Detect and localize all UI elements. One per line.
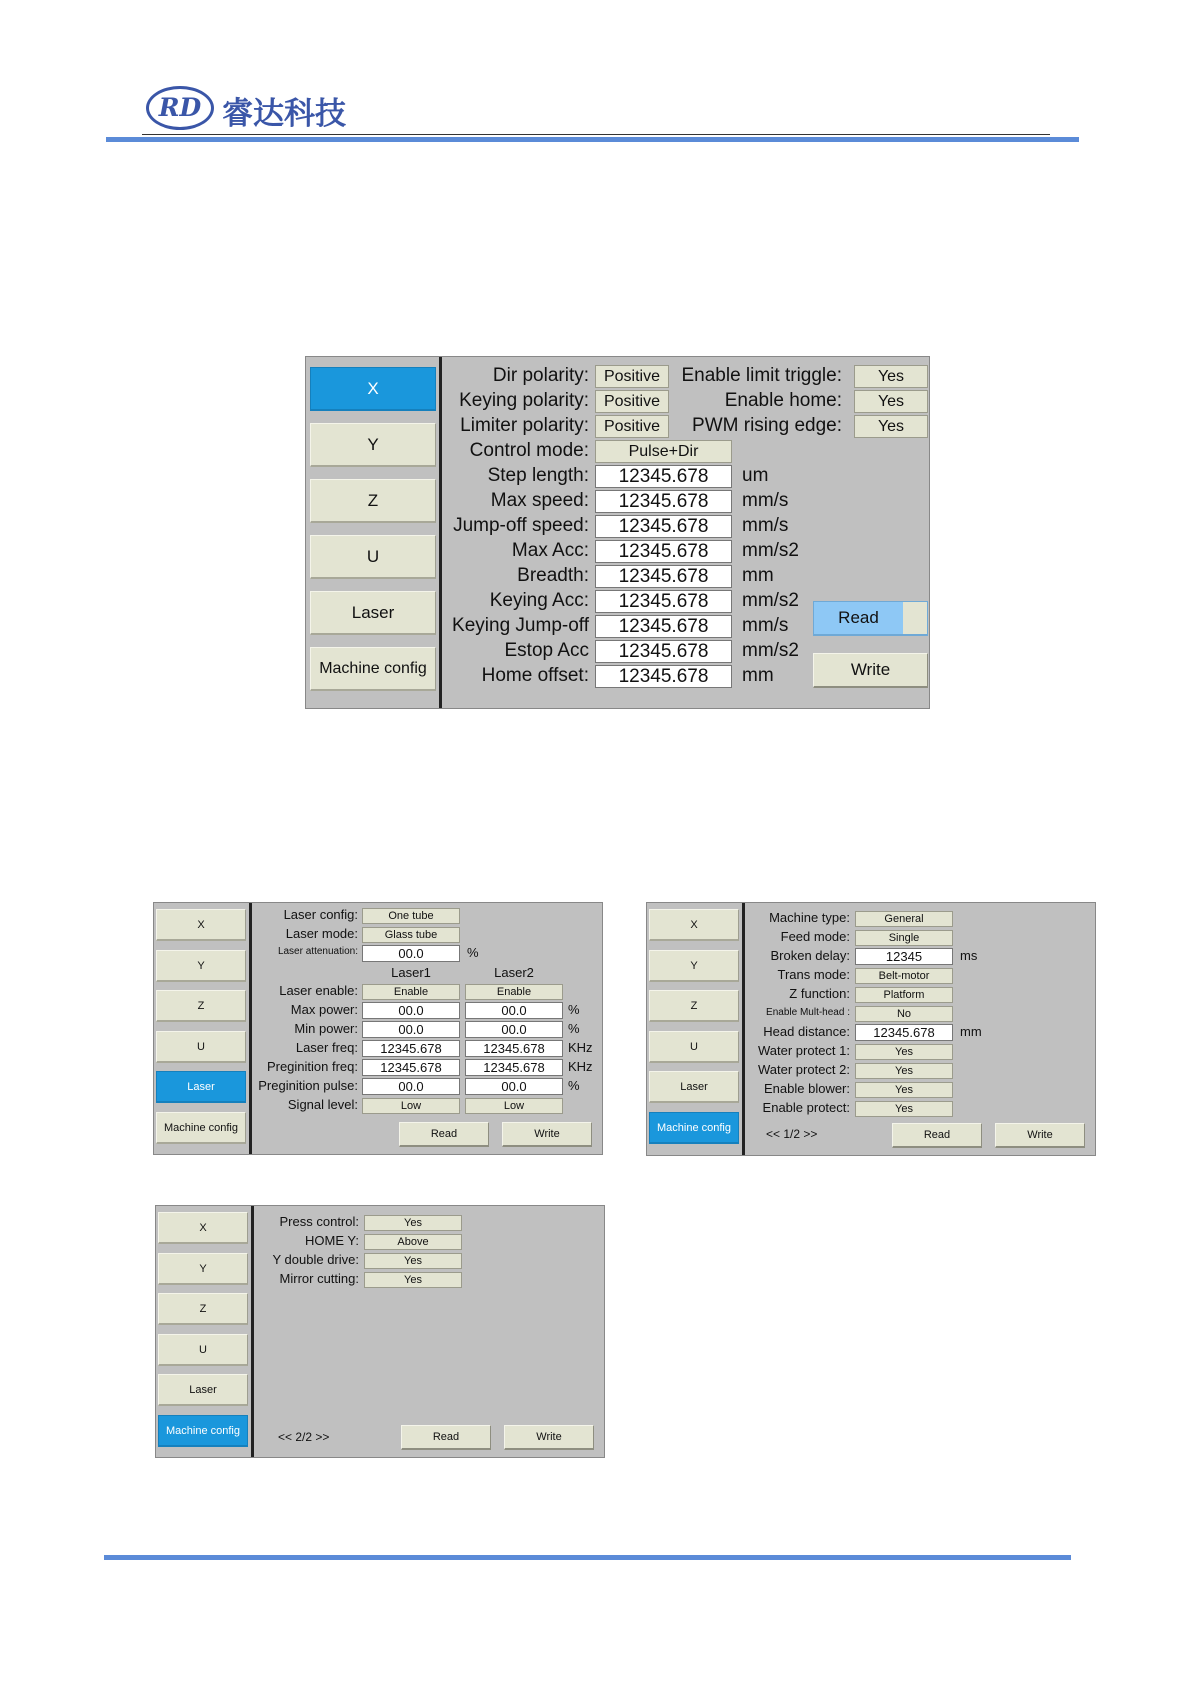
laser-freq-unit: KHz: [568, 1040, 593, 1055]
nav-u-button[interactable]: U: [649, 1031, 739, 1063]
max-power-unit: %: [568, 1002, 580, 1017]
laser1-preginition-pulse-input[interactable]: 00.0: [362, 1078, 460, 1095]
max-speed-unit: mm/s: [742, 490, 789, 511]
step-length-label: Step length:: [487, 465, 589, 486]
head-distance-unit: mm: [960, 1024, 982, 1039]
max-acc-unit: mm/s2: [742, 540, 799, 561]
control-mode-label: Control mode:: [469, 440, 589, 461]
water-protect-1-select[interactable]: Yes: [855, 1044, 953, 1060]
dir-polarity-select[interactable]: Positive: [595, 365, 669, 388]
jump-off-speed-unit: mm/s: [742, 515, 789, 536]
keying-acc-input[interactable]: 12345.678: [595, 590, 732, 613]
enable-home-label: Enable home:: [724, 390, 842, 411]
nav-y-button[interactable]: Y: [158, 1253, 248, 1285]
keying-jump-off-unit: mm/s: [742, 615, 789, 636]
min-power-label: Min power:: [294, 1021, 358, 1036]
keying-jump-off-label: Keying Jump-off: [452, 615, 589, 636]
read-button-edge: [903, 602, 927, 634]
nav-machine-config-button[interactable]: Machine config: [310, 647, 436, 691]
page-pager[interactable]: << 2/2 >>: [278, 1430, 330, 1444]
z-function-select[interactable]: Platform: [855, 987, 953, 1003]
max-power-label: Max power:: [290, 1002, 358, 1017]
water-protect-2-label: Water protect 2:: [758, 1062, 850, 1077]
home-y-select[interactable]: Above: [364, 1234, 462, 1250]
feed-mode-select[interactable]: Single: [855, 930, 953, 946]
laser-enable-label: Laser enable:: [279, 983, 358, 998]
nav-x-button[interactable]: X: [310, 367, 436, 411]
laser2-enable-select[interactable]: Enable: [465, 984, 563, 1000]
write-button[interactable]: Write: [995, 1123, 1085, 1148]
mirror-cutting-select[interactable]: Yes: [364, 1272, 462, 1288]
preginition-freq-label: Preginition freq:: [266, 1059, 358, 1074]
panel-divider: [251, 1206, 254, 1457]
company-logo: RD: [146, 86, 214, 130]
home-offset-input[interactable]: 12345.678: [595, 665, 732, 688]
keying-acc-unit: mm/s2: [742, 590, 799, 611]
estop-acc-label: Estop Acc: [504, 640, 589, 661]
nav-u-button[interactable]: U: [310, 535, 436, 579]
write-button[interactable]: Write: [502, 1122, 592, 1147]
header-blue-bar: [106, 137, 1079, 142]
machine-config-panel-page2: [155, 1205, 605, 1458]
z-function-label: Z function:: [789, 986, 850, 1001]
company-name: 睿达科技: [222, 96, 346, 132]
nav-z-button[interactable]: Z: [156, 990, 246, 1022]
enable-limit-triggle-label: Enable limit triggle:: [681, 365, 842, 386]
nav-z-button[interactable]: Z: [310, 479, 436, 523]
preginition-freq-unit: KHz: [568, 1059, 593, 1074]
laser-config-select[interactable]: One tube: [362, 908, 460, 924]
enable-home-select[interactable]: Yes: [854, 390, 928, 413]
nav-machine-config-button[interactable]: Machine config: [156, 1112, 246, 1144]
laser-panel: [153, 902, 603, 1155]
panel-divider: [249, 903, 252, 1154]
read-button[interactable]: [813, 601, 928, 636]
broken-delay-input[interactable]: 12345: [855, 948, 953, 965]
step-length-input[interactable]: 12345.678: [595, 465, 732, 488]
laser2-preginition-pulse-input[interactable]: 00.0: [465, 1078, 563, 1095]
breadth-label: Breadth:: [517, 565, 589, 586]
trans-mode-select[interactable]: Belt-motor: [855, 968, 953, 984]
signal-level-label: Signal level:: [287, 1097, 358, 1112]
nav-laser-button[interactable]: Laser: [649, 1071, 739, 1103]
machine-config-panel-page1: [646, 902, 1096, 1156]
enable-mult-head-select[interactable]: No: [855, 1006, 953, 1022]
laser1-freq-input[interactable]: 12345.678: [362, 1040, 460, 1057]
enable-limit-triggle-select[interactable]: Yes: [854, 365, 928, 388]
nav-z-button[interactable]: Z: [649, 990, 739, 1022]
write-button[interactable]: Write: [504, 1425, 594, 1450]
home-y-label: HOME Y:: [305, 1233, 359, 1248]
laser2-freq-input[interactable]: 12345.678: [465, 1040, 563, 1057]
keying-polarity-label: Keying polarity:: [459, 390, 589, 411]
keying-polarity-select[interactable]: Positive: [595, 390, 669, 413]
laser-attenuation-unit: %: [467, 945, 479, 960]
page-pager[interactable]: << 1/2 >>: [766, 1127, 818, 1141]
estop-acc-input[interactable]: 12345.678: [595, 640, 732, 663]
jump-off-speed-label: Jump-off speed:: [453, 515, 589, 536]
laser1-column-header: Laser1: [391, 965, 431, 980]
limiter-polarity-select[interactable]: Positive: [595, 415, 669, 438]
home-offset-unit: mm: [742, 665, 774, 686]
water-protect-2-select[interactable]: Yes: [855, 1063, 953, 1079]
laser-mode-label: Laser mode:: [285, 926, 358, 941]
nav-machine-config-button[interactable]: Machine config: [158, 1415, 248, 1447]
laser2-min-power-input[interactable]: 00.0: [465, 1021, 563, 1038]
footer-blue-bar: [104, 1555, 1071, 1560]
machine-type-label: Machine type:: [769, 910, 850, 925]
nav-u-button[interactable]: U: [156, 1031, 246, 1063]
mirror-cutting-label: Mirror cutting:: [279, 1271, 359, 1286]
laser-mode-select[interactable]: Glass tube: [362, 927, 460, 943]
laser1-signal-level-select[interactable]: Low: [362, 1098, 460, 1114]
nav-z-button[interactable]: Z: [158, 1293, 248, 1325]
nav-y-button[interactable]: Y: [156, 950, 246, 982]
laser-config-label: Laser config:: [283, 907, 358, 922]
head-distance-label: Head distance:: [763, 1024, 850, 1039]
press-control-select[interactable]: Yes: [364, 1215, 462, 1231]
write-button[interactable]: Write: [813, 653, 928, 688]
control-mode-select[interactable]: Pulse+Dir: [595, 440, 732, 463]
max-speed-input[interactable]: 12345.678: [595, 490, 732, 513]
nav-y-button[interactable]: Y: [649, 950, 739, 982]
laser1-enable-select[interactable]: Enable: [362, 984, 460, 1000]
laser2-signal-level-select[interactable]: Low: [465, 1098, 563, 1114]
nav-machine-config-button[interactable]: Machine config: [649, 1112, 739, 1144]
water-protect-1-label: Water protect 1:: [758, 1043, 850, 1058]
nav-y-button[interactable]: Y: [310, 423, 436, 467]
y-double-drive-select[interactable]: Yes: [364, 1253, 462, 1269]
enable-blower-label: Enable blower:: [764, 1081, 850, 1096]
keying-jump-off-input[interactable]: 12345.678: [595, 615, 732, 638]
y-double-drive-label: Y double drive:: [272, 1252, 359, 1267]
laser1-preginition-freq-input[interactable]: 12345.678: [362, 1059, 460, 1076]
dir-polarity-label: Dir polarity:: [492, 365, 589, 386]
nav-laser-button[interactable]: Laser: [310, 591, 436, 635]
axis-x-panel: [305, 356, 930, 709]
pwm-rising-edge-select[interactable]: Yes: [854, 415, 928, 438]
step-length-unit: um: [742, 465, 769, 486]
max-speed-label: Max speed:: [490, 490, 589, 511]
read-button[interactable]: Read: [401, 1425, 491, 1450]
nav-u-button[interactable]: U: [158, 1334, 248, 1366]
enable-protect-label: Enable protect:: [762, 1100, 850, 1115]
laser2-column-header: Laser2: [494, 965, 534, 980]
press-control-label: Press control:: [279, 1214, 359, 1229]
head-distance-input[interactable]: 12345.678: [855, 1024, 953, 1041]
panel-divider: [742, 903, 745, 1155]
nav-x-button[interactable]: X: [156, 909, 246, 941]
breadth-unit: mm: [742, 565, 774, 586]
min-power-unit: %: [568, 1021, 580, 1036]
preginition-pulse-label: Preginition pulse:: [258, 1078, 358, 1093]
keying-acc-label: Keying Acc:: [489, 590, 589, 611]
limiter-polarity-label: Limiter polarity:: [460, 415, 589, 436]
header-rule: [142, 134, 1050, 135]
preginition-pulse-unit: %: [568, 1078, 580, 1093]
trans-mode-label: Trans mode:: [777, 967, 850, 982]
panel-divider: [439, 357, 442, 708]
read-button-label: Read: [838, 608, 879, 627]
laser-attenuation-input[interactable]: 00.0: [362, 945, 460, 962]
laser1-min-power-input[interactable]: 00.0: [362, 1021, 460, 1038]
home-offset-label: Home offset:: [481, 665, 589, 686]
laser-attenuation-label: Laser attenuation:: [277, 946, 358, 957]
laser-freq-label: Laser freq:: [295, 1040, 358, 1055]
laser2-preginition-freq-input[interactable]: 12345.678: [465, 1059, 563, 1076]
enable-mult-head-label: Enable Mult-head :: [766, 1007, 850, 1018]
nav-x-button[interactable]: X: [649, 909, 739, 941]
broken-delay-unit: ms: [960, 948, 978, 963]
feed-mode-label: Feed mode:: [780, 929, 850, 944]
estop-acc-unit: mm/s2: [742, 640, 799, 661]
nav-x-button[interactable]: X: [158, 1212, 248, 1244]
breadth-input[interactable]: 12345.678: [595, 565, 732, 588]
pwm-rising-edge-label: PWM rising edge:: [692, 415, 842, 436]
nav-laser-button[interactable]: Laser: [158, 1374, 248, 1406]
laser1-max-power-input[interactable]: 00.0: [362, 1002, 460, 1019]
enable-blower-select[interactable]: Yes: [855, 1082, 953, 1098]
read-button[interactable]: Read: [892, 1123, 982, 1148]
read-button[interactable]: Read: [399, 1122, 489, 1147]
broken-delay-label: Broken delay:: [770, 948, 850, 963]
laser2-max-power-input[interactable]: 00.0: [465, 1002, 563, 1019]
max-acc-input[interactable]: 12345.678: [595, 540, 732, 563]
nav-laser-button[interactable]: Laser: [156, 1071, 246, 1103]
jump-off-speed-input[interactable]: 12345.678: [595, 515, 732, 538]
machine-type-select[interactable]: General: [855, 911, 953, 927]
max-acc-label: Max Acc:: [511, 540, 589, 561]
enable-protect-select[interactable]: Yes: [855, 1101, 953, 1117]
